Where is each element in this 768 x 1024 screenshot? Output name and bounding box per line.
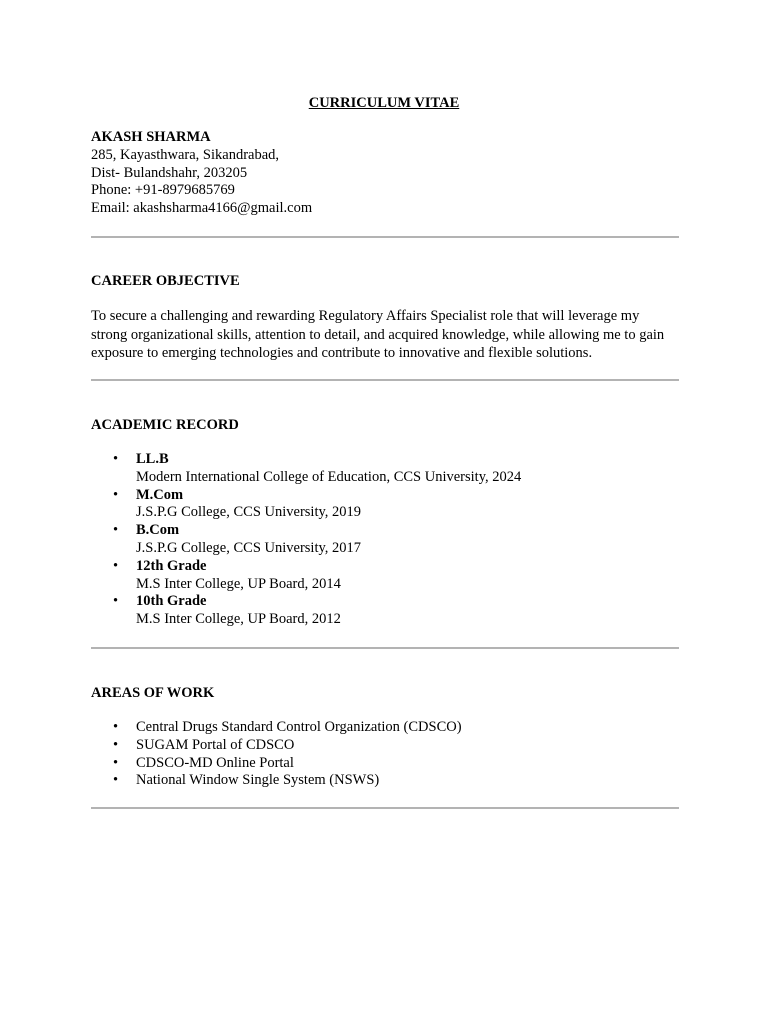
academic-record-item xyxy=(91,558,521,594)
academic-record-item xyxy=(91,451,521,487)
email: Email: akashsharma4166@gmail.com xyxy=(91,200,313,217)
bullet-icon: • xyxy=(113,593,119,610)
areas-of-work-heading: AREAS OF WORK xyxy=(91,685,215,701)
academic-record-heading: ACADEMIC RECORD xyxy=(91,417,239,433)
bullet-icon: • xyxy=(113,522,119,539)
bullet-icon: • xyxy=(113,736,119,753)
academic-record-item xyxy=(91,522,521,558)
address-line-2: Dist- Bulandshahr, 203205 xyxy=(91,164,248,181)
career-objective-text: To secure a challenging and rewarding Regulatory Affairs Specialist role that will leverage my strong organizational skills, attention to detail, and acquired knowledge, while allowing me to gain exposure to emerging technologies and contribute to innovative and flexible solutions. xyxy=(91,308,665,361)
bullet-icon: • xyxy=(113,486,119,503)
degree-institution: J.S.P.G College, CCS University, 2017 xyxy=(136,539,362,556)
academic-record-item xyxy=(91,593,521,629)
phone: Phone: +91-8979685769 xyxy=(91,182,235,199)
candidate-name: AKASH SHARMA xyxy=(91,129,211,145)
work-area-label: CDSCO-MD Online Portal xyxy=(136,754,294,771)
section-divider xyxy=(91,379,679,381)
work-area-label: Central Drugs Standard Control Organization (CDSCO) xyxy=(136,719,462,735)
degree-institution: M.S Inter College, UP Board, 2012 xyxy=(136,611,341,628)
degree-name: B.Com xyxy=(136,522,180,539)
contact-block xyxy=(91,129,312,218)
academic-record-item xyxy=(91,487,521,523)
bullet-icon: • xyxy=(113,772,119,789)
areas-of-work-item xyxy=(91,772,462,790)
section-divider xyxy=(91,807,679,809)
academic-record-list xyxy=(91,451,521,629)
section-divider xyxy=(91,236,679,238)
bullet-icon: • xyxy=(113,754,119,771)
work-area-label: National Window Single System (NSWS) xyxy=(136,772,380,789)
areas-of-work-item xyxy=(91,737,462,755)
career-objective-heading: CAREER OBJECTIVE xyxy=(91,273,240,289)
degree-institution: Modern International College of Education, CCS University, 2024 xyxy=(136,468,522,485)
bullet-icon: • xyxy=(113,451,119,467)
degree-name: M.Com xyxy=(136,486,184,503)
degree-name: LL.B xyxy=(136,451,169,467)
address-line-1: 285, Kayasthwara, Sikandrabad, xyxy=(91,146,280,163)
areas-of-work-list xyxy=(91,719,462,790)
degree-institution: J.S.P.G College, CCS University, 2019 xyxy=(136,504,362,521)
areas-of-work-item xyxy=(91,719,462,737)
document-title: CURRICULUM VITAE xyxy=(308,95,460,111)
degree-name: 10th Grade xyxy=(136,593,207,610)
work-area-label: SUGAM Portal of CDSCO xyxy=(136,736,295,753)
degree-institution: M.S Inter College, UP Board, 2014 xyxy=(136,575,341,592)
bullet-icon: • xyxy=(113,719,119,735)
bullet-icon: • xyxy=(113,557,119,574)
areas-of-work-item xyxy=(91,755,462,773)
degree-name: 12th Grade xyxy=(136,557,207,574)
section-divider xyxy=(91,647,679,649)
